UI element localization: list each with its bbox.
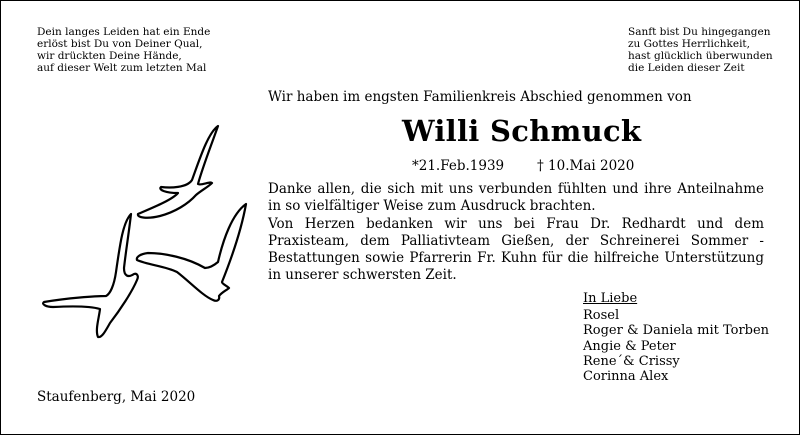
poem-left-line: Dein langes Leiden hat ein Ende [37, 26, 211, 38]
signer-name: Rene´& Crissy [583, 353, 680, 369]
death-date: † 10.Mai 2020 [537, 158, 635, 174]
thanks-paragraph: Von Herzen bedanken wir uns bei Frau Dr. Redhardt und dem Praxisteam, dem Palliativteam Gießen, der Schreinerei Sommer - Bestattungen sowie Pfarrerin Fr. Kuhn für die hilfreiche Unterstützung in unserer schwersten Zeit. [268, 215, 764, 284]
poem-right-line: die Leiden dieser Zeit [628, 62, 745, 74]
birth-date: *21.Feb.1939 [412, 158, 505, 174]
bird-bottom-icon [43, 214, 138, 337]
place-date: Staufenberg, Mai 2020 [37, 389, 196, 405]
thanks-paragraph: Danke allen, die sich mit uns verbunden fühlten und ihre Anteilnahme in so vielfältiger Weise zum Ausdruck brachten. [268, 181, 764, 215]
poem-left-line: erlöst bist Du von Deiner Qual, [37, 38, 203, 50]
poem-right-line: hast glücklich überwunden [628, 50, 773, 62]
signer-name: Rosel [583, 308, 620, 324]
signers-heading: In Liebe [583, 291, 638, 306]
signers-block [583, 291, 769, 384]
signer-name: Roger & Daniela mit Torben [583, 323, 770, 339]
bird-middle-icon [137, 204, 246, 301]
signer-name: Corinna Alex [583, 369, 669, 385]
poem-right-line: zu Gottes Herrlichkeit, [628, 38, 750, 50]
deceased-name: Willi Schmuck [402, 114, 642, 148]
poem-right-line: Sanft bist Du hingegangen [628, 26, 771, 38]
intro-text: Wir haben im engsten Familienkreis Abschied genommen von [268, 89, 692, 105]
poem-left-line: auf dieser Welt zum letzten Mal [37, 62, 207, 74]
poem-left-line: wir drückten Deine Hände, [37, 50, 182, 62]
thanks-text [268, 181, 764, 285]
signer-name: Angie & Peter [583, 338, 676, 354]
bird-top-icon [138, 126, 218, 218]
poem-right [628, 26, 773, 74]
three-flying-birds-icon [0, 0, 260, 350]
